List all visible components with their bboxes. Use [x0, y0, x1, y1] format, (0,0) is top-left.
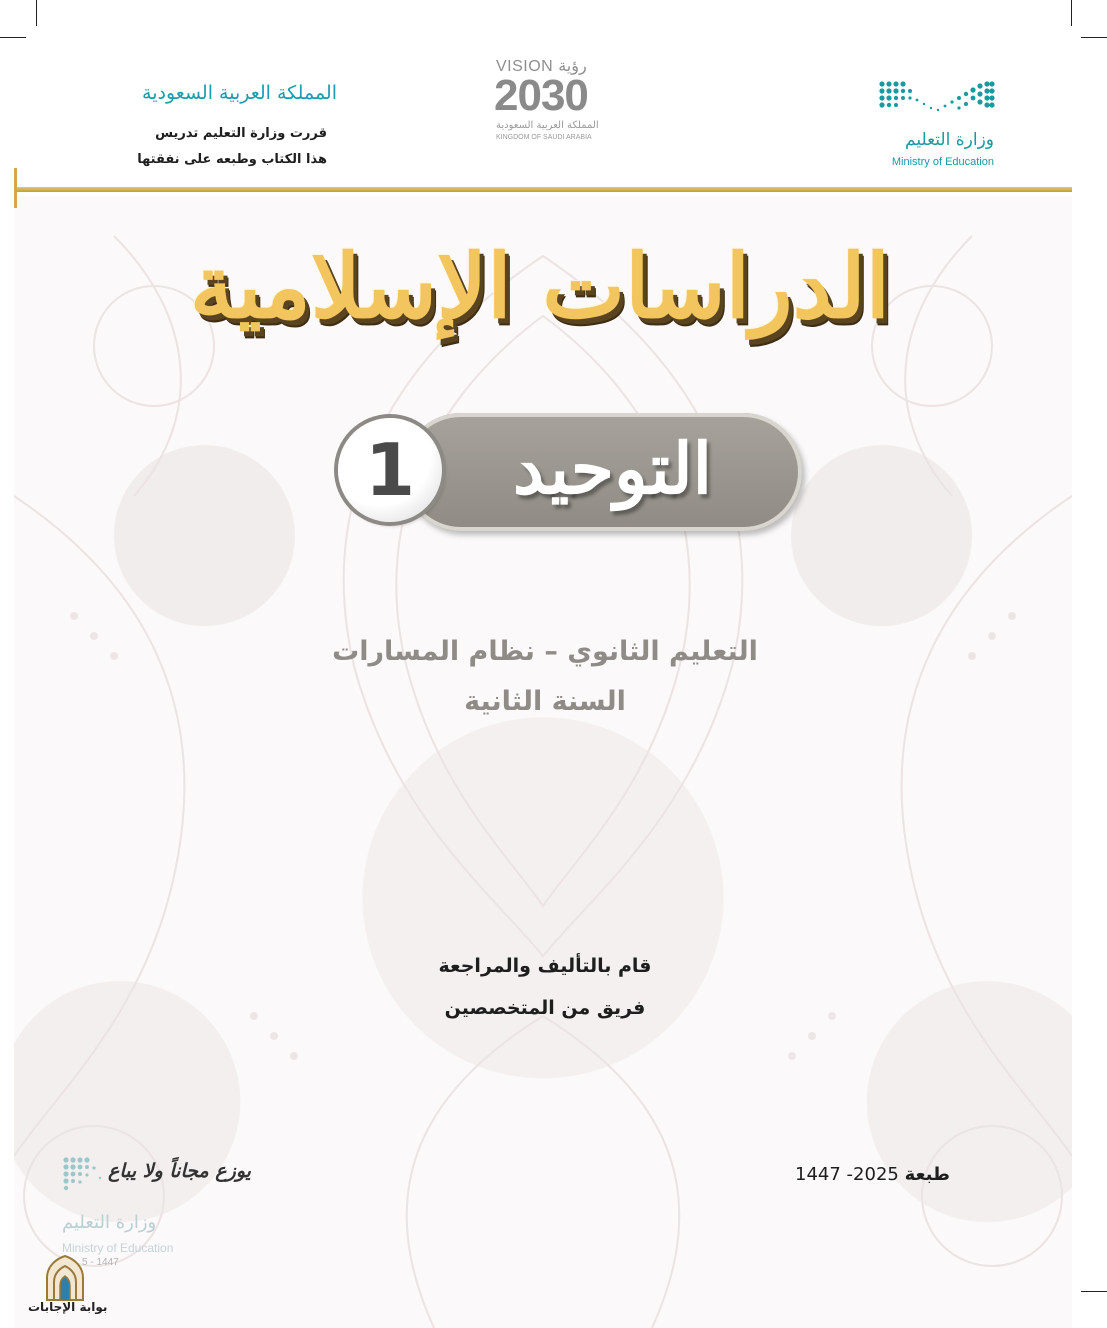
side-accent: [14, 168, 17, 208]
authors-team: فريق من المتخصصين: [444, 997, 646, 1019]
arabesque-pattern-icon: [14, 196, 1072, 1328]
footer-ministry-name-ar: وزارة التعليم: [62, 1212, 157, 1233]
edition-years: 1447 -2025: [795, 1164, 899, 1185]
dotted-grid-icon: [62, 1156, 108, 1192]
dome-icon: [42, 1254, 88, 1304]
vision-kingdom-ar: المملكة العربية السعودية: [496, 120, 599, 131]
gate-site-name: بوابة الإجابات: [28, 1300, 108, 1314]
dotted-grid-icon: [878, 80, 996, 114]
ministry-logo: [878, 80, 998, 175]
crop-mark: [1081, 1291, 1107, 1292]
header-divider: [14, 187, 1072, 192]
subject-number-badge: 1: [338, 418, 442, 522]
vision-year: 2030: [494, 71, 588, 120]
crop-mark: [0, 37, 26, 38]
subject-name: التوحيد: [512, 427, 713, 510]
ministry-name-en: Ministry of Education: [891, 156, 994, 168]
education-stage: التعليم الثانوي – نظام المسارات: [332, 636, 758, 667]
ornamental-background: [14, 196, 1072, 1328]
footer-ministry-name-en: Ministry of Education: [62, 1241, 174, 1255]
authors-label: قام بالتأليف والمراجعة: [438, 955, 652, 977]
decree-line-1: قررت وزارة التعليم تدريس: [155, 126, 327, 141]
crop-mark: [1071, 0, 1072, 26]
vision-label: VISION رؤية: [496, 58, 587, 75]
crop-mark: [1081, 37, 1107, 38]
free-distribution-note: يوزع مجاناً ولا يباع: [108, 1160, 251, 1182]
school-year: السنة الثانية: [464, 686, 626, 717]
ministry-name-ar: وزارة التعليم: [905, 130, 994, 150]
crop-mark: [36, 0, 37, 26]
vision-kingdom-en: KINGDOM OF SAUDI ARABIA: [496, 134, 592, 141]
vision-2030-logo: [494, 56, 628, 146]
kingdom-name: المملكة العربية السعودية: [142, 82, 337, 104]
edition-info: [790, 1164, 950, 1185]
edition-label: طبعة: [904, 1164, 950, 1185]
footer-hijri: 5 - 1447: [82, 1257, 119, 1268]
book-title: الدراسات الإسلامية: [189, 234, 891, 338]
decree-line-2: هذا الكتاب وطبعه على نفقتها: [137, 152, 327, 167]
